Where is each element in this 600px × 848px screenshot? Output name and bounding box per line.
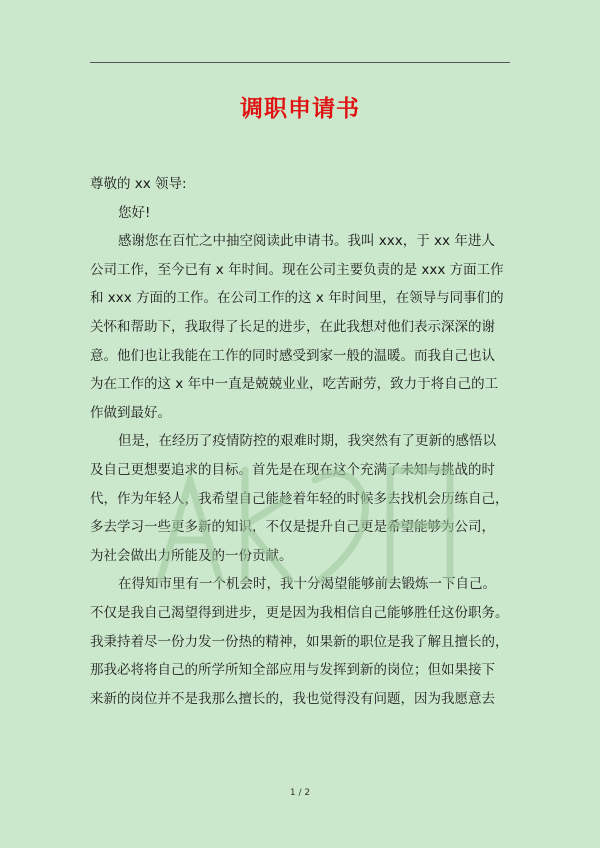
paragraph-line: 不仅是我自己渴望得到进步，更是因为我相信自己能够胜任这份职务。 (90, 604, 509, 621)
paragraph-3 (90, 570, 510, 713)
paragraph-line: 多去学习一些更多新的知识，不仅是提升自己更是希望能够为公司， (90, 519, 495, 536)
paragraph-line: 关怀和帮助下，我取得了长足的进步，在此我想对他们表示深深的谢 (90, 318, 495, 335)
paragraph-line: 为社会做出力所能及的一份贡献。 (90, 547, 293, 564)
paragraph-1 (90, 227, 510, 427)
document-title: 调职申请书 (240, 96, 360, 122)
document-body (90, 170, 510, 713)
greeting: 您好! (118, 204, 151, 221)
paragraph-line: 公司工作，至今已有 x 年时间。现在公司主要负责的是 xxx 方面工作 (90, 261, 504, 278)
paragraph-line: 和 xxx 方面的工作。在公司工作的这 x 年时间里，在领导与同事们的 (90, 290, 504, 307)
paragraph-line: 及自己更想要追求的目标。首先是在现在这个充满了未知与挑战的时 (90, 461, 495, 478)
paragraph-2 (90, 427, 510, 570)
page-number: 1 / 2 (289, 788, 311, 798)
paragraph-line: 那我必将将自己的所学所知全部应用与发挥到新的岗位；但如果接下 (90, 662, 495, 679)
salutation: 尊敬的 xx 领导: (90, 176, 187, 192)
paragraph-line: 意。他们也让我能在工作的同时感受到家一般的温暖。而我自己也认 (90, 347, 495, 364)
paragraph-line: 我秉持着尽一份力发一份热的精神，如果新的职位是我了解且擅长的， (90, 633, 509, 650)
header-rule (90, 62, 510, 63)
paragraph-line: 代，作为年轻人，我希望自己能趁着年轻的时候多去找机会历练自己， (90, 490, 509, 507)
paragraph-line: 为在工作的这 x 年中一直是兢兢业业，吃苦耐劳，致力于将自己的工 (90, 376, 499, 393)
paragraph-line: 在得知市里有一个机会时，我十分渴望能够前去锻炼一下自己。 (118, 576, 496, 593)
paragraph-line: 感谢您在百忙之中抽空阅读此申请书。我叫 xxx，于 xx 年进人 (118, 233, 495, 250)
paragraph-line: 作做到最好。 (90, 404, 171, 421)
paragraph-line: 来新的岗位并不是我那么擅长的，我也觉得没有问题，因为我愿意去 (90, 690, 495, 707)
paragraph-line: 但是，在经历了疫情防控的艰难时期，我突然有了更新的感悟以 (118, 433, 496, 450)
